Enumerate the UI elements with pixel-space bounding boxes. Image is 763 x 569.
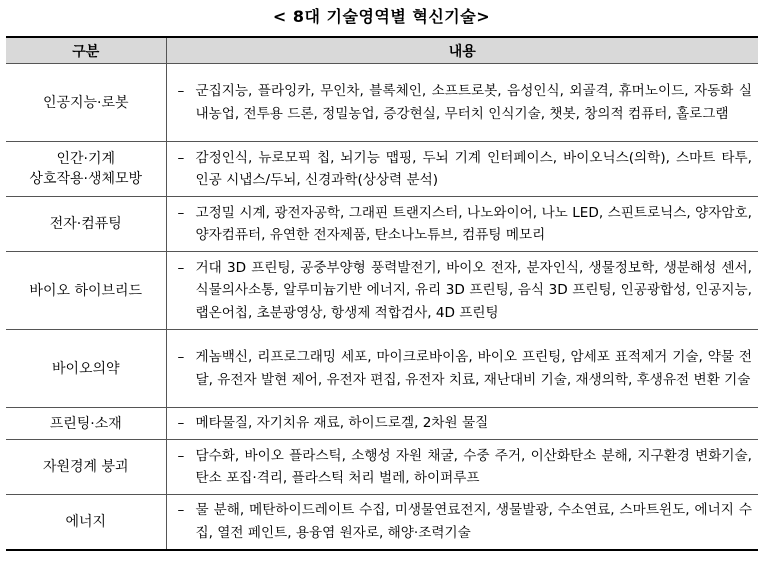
table-row	[6, 252, 758, 330]
table-row	[6, 495, 758, 550]
row-content-text: 게놈백신, 리프로그래밍 세포, 마이크로바이옴, 바이오 프린팅, 암세포 표적제거 기술, 약물 전달, 유전자 발현 제어, 유전자 편집, 유전자 치료, 재난대비 기술, 재생의학, 후생유전 변환 기술	[195, 349, 752, 388]
bullet-dash: –	[177, 415, 185, 432]
table-row	[6, 408, 758, 440]
row-content-text: 물 분해, 메탄하이드레이트 수집, 미생물연료전지, 생물발광, 수소연료, 스마트윈도, 에너지 수집, 열전 페인트, 용융염 원자로, 해양·조력기술	[195, 502, 752, 541]
bullet-dash: –	[177, 447, 185, 464]
table-title: < 8대 기술영역별 혁신기술>	[272, 7, 491, 26]
row-category: 자원경계 붕괴	[6, 440, 166, 495]
bullet-dash: –	[177, 259, 185, 276]
row-content	[166, 408, 758, 440]
row-content-text: 담수화, 바이오 플라스틱, 소행성 자원 채굴, 수중 주거, 이산화탄소 분해, 지구환경 변화기술, 탄소 포집·격리, 플라스틱 처리 벌레, 하이퍼루프	[195, 447, 752, 486]
table-row	[6, 197, 758, 252]
row-content-text: 거대 3D 프린팅, 공중부양형 풍력발전기, 바이오 전자, 분자인식, 생물정보학, 생분해성 센서, 식물의사소통, 알루미늄기반 에너지, 유리 3D 프린팅, 음식 3D 프린팅, 인공광합성, 인공지능, 랩온어칩, 초분광영상, 항생제 적합검사, 4D 프린팅	[195, 259, 752, 321]
row-content	[166, 495, 758, 550]
row-content	[166, 330, 758, 408]
bullet-dash: –	[177, 502, 185, 519]
bullet-dash: –	[177, 149, 185, 166]
row-content	[166, 440, 758, 495]
innovation-technology-table	[6, 36, 758, 551]
row-category: 바이오 하이브리드	[6, 252, 166, 330]
row-category	[6, 142, 166, 197]
row-content-text: 메타물질, 자기치유 재료, 하이드로겔, 2차원 물질	[195, 415, 489, 432]
row-category: 프린팅·소재	[6, 408, 166, 440]
table-row	[6, 330, 758, 408]
row-category-line: 상호작용·생체모방	[29, 171, 143, 187]
row-content-text: 감정인식, 뉴로모픽 칩, 뇌기능 맵핑, 두뇌 기계 인터페이스, 바이오닉스(의학), 스마트 타투, 인공 시냅스/두뇌, 신경과학(상상력 분석)	[195, 149, 752, 188]
row-category: 에너지	[6, 495, 166, 550]
table-row	[6, 64, 758, 142]
header-category: 구분	[6, 37, 166, 64]
row-content-text: 군집지능, 플라잉카, 무인차, 블록체인, 소프트로봇, 음성인식, 외골격, 휴머노이드, 자동화 실내농업, 전투용 드론, 정밀농업, 증강현실, 무터치 인식기술, 챗봇, 창의적 컴퓨터, 홀로그램	[195, 83, 752, 122]
row-content	[166, 142, 758, 197]
table-row	[6, 440, 758, 495]
table-row	[6, 142, 758, 197]
table-header-row	[6, 37, 758, 64]
row-content	[166, 64, 758, 142]
bullet-dash: –	[177, 204, 185, 221]
header-content: 내용	[166, 37, 758, 64]
bullet-dash: –	[177, 83, 185, 100]
row-content-text: 고정밀 시계, 광전자공학, 그래핀 트랜지스터, 나노와이어, 나노 LED, 스핀트로닉스, 양자암호, 양자컴퓨터, 유연한 전자제품, 탄소나노튜브, 컴퓨팅 메모리	[195, 204, 752, 243]
row-category: 전자·컴퓨팅	[6, 197, 166, 252]
row-category: 바이오의약	[6, 330, 166, 408]
row-category: 인공지능·로봇	[6, 64, 166, 142]
row-category-line: 인간·기계	[56, 151, 116, 167]
row-content	[166, 197, 758, 252]
row-content	[166, 252, 758, 330]
bullet-dash: –	[177, 349, 185, 366]
